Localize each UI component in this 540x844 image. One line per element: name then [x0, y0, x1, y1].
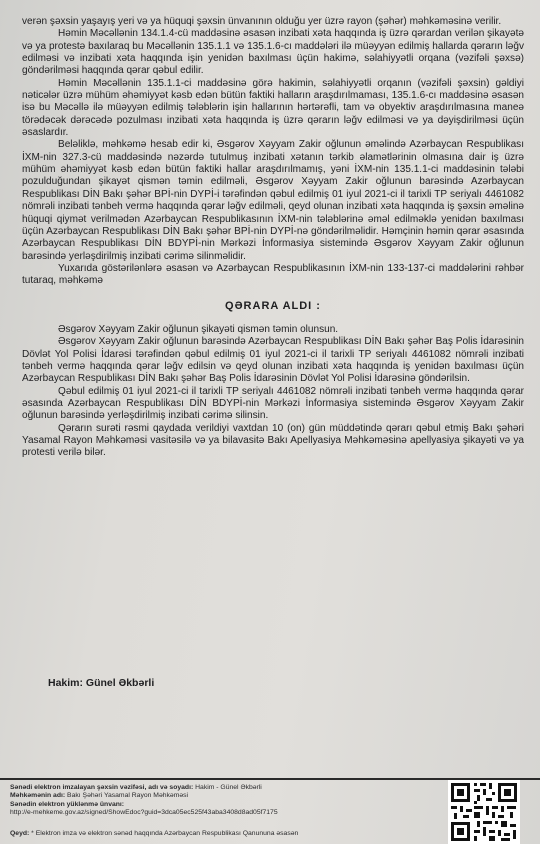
decision-item-fine-removal: Qəbul edilmiş 01 iyul 2021-ci il tarixli TP seriyalı 4461082 nömrəli inzibati tənbeh vermə haqqında qərar əsasında Azərbaycan Respublikası DİN BDYPİ-nin Mərkəzi İnformasiya sistemində Əsgərov Xəyyam Zakir oğlunun barəsində yerləşdirilmiş inzibati cərimə silinsin.: [22, 385, 524, 422]
address-line: [10, 801, 440, 809]
decision-item-annul: Əsgərov Xəyyam Zakir oğlunun barəsində Azərbaycan Respublikası DİN Bakı şəhər Baş Polis İdarəsinin Dövlət Yol Polisi İdarəsi tərəfindən qəbul edilmiş 01 iyul 2021-ci il tarixli TP seriyalı 4461082 nömrəli inzibati tənbeh vermə haqqında qərar ləğv edilsin və qeyd olunan inzibati xəta haqqında iş yenidən baxılması üçün Azərbaycan Respublikası DİN Bakı şəhər Baş Polis İdarəsinin Dövlət Yol Polisi İdarəsinə göndərilsin.: [22, 336, 524, 385]
e-signature-footer: [10, 784, 440, 838]
paragraph-continuation: verən şəxsin yaşayış yeri və ya hüquqi şəxsin ünvanının olduğu yer üzrə rayon (şəhər) məhkəməsinə verilir.: [22, 16, 502, 27]
paragraph-court-reasoning: Beləliklə, məhkəmə hesab edir ki, Əsgərov Xəyyam Zakir oğlunun əməlində Azərbaycan Respublikası İXM-nin 327.3-cü maddəsində nəzərdə tutulmuş inzibati xətanın tərkib əlamətlərinin olmasına dair iş üzrə mühüm əhəmiyyət kəsb edən bütün faktiki hallar araşdırılmamış, yəni İXM-nin 135.1.1-ci maddəsinin tələbi pozulduğundan şikayət qismən təmin edilməli, Əsgərov Xəyyam Zakir oğlunun barəsində Azərbaycan Respublikası DİN Bakı şəhər BPİ-nin DYPİ-i tərəfindən qəbul edilmiş 01 iyul 2021-ci il tarixli TP seriyalı 4461082 nömrəli inzibati tənbeh vermə haqqında qərar ləğv edilməli, qeyd olunan inzibati xəta haqqında iş şəxsin əməlinə hüquqi qiymət verilmədən Azərbaycan Respublikasının İXM-nin tələblərinə əməl edilməklə yenidən baxılması üçün Azərbaycan Respublikası DİN Bakı şəhər BPİ-nin DYPİ-nə göndərilməlidir. Həmçinin həmin qərar əsasında Azərbaycan Respublikası DİN BDYPİ-nin Mərkəzi İnformasiya sistemində Əsgərov Xəyyam Zakir oğlunun barəsində yerləşdirilmiş inzibati cərimə silinməlidir.: [22, 139, 524, 262]
decision-item-complaint: Əsgərov Xəyyam Zakir oğlunun şikayəti qismən təmin olunsun.: [58, 323, 339, 335]
paragraph-article-135: Həmin Məcəllənin 135.1.1-ci maddəsinə görə hakimin, səlahiyyətli orqanın (vəzifəli şəxsin) gəldiyi nəticələr üzrə mühüm əhəmiyyət kəsb edən bütün faktiki halların araşdırılmaması, 135.1.6-cı maddəsinə əsasən isə bu Məcəllə ilə müəyyən edilmiş tələblərin işin hallarının hərtərəfli, tam və obyektiv araşdırılmasına maneə törədəcək dərəcədə pozulması inzibati xəta haqqında iş üzrə qərarın ləğv edilməsi və ya dəyişdirilməsi üçün əsaslardır.: [22, 77, 524, 139]
note-value: * Elektron imza və elektron sənəd haqqında Azərbaycan Respublikası Qanununa əsasən: [31, 829, 299, 837]
paragraph-legal-basis: Yuxarıda göstərilənlərə əsasən və Azərbaycan Respublikasının İXM-nin 133-137-ci maddələrini rəhbər tutaraq, məhkəmə: [22, 262, 524, 287]
judge-signature: Hakim: Günel Əkbərli: [48, 677, 155, 689]
paragraph-article-134: Həmin Məcəllənin 134.1.4-cü maddəsinə əsasən inzibati xəta haqqında iş üzrə qərardan verilən şikayətə və ya protestə baxılaraq bu Məcəllənin 135.1.1 və 135.1.6-cı maddələri ilə müəyyən edilmiş hallarda qərarın ləğv edilməsi və inzibati xəta haqqında işin yenidən baxılması üçün hakimə, səlahiyyətli orqana (vəzifəli şəxsə) göndərilməsi haqqında qərar qəbul edilir.: [22, 28, 524, 77]
signer-value: Hakim - Günel Əkbərli: [195, 784, 262, 791]
address-label: Sənədin elektron yüklənmə ünvanı:: [10, 800, 125, 808]
note-line: [10, 830, 440, 838]
qr-code-icon: [448, 780, 520, 844]
signer-label: Sənədi elektron imzalayan şəxsin vəzifəsi, adı və soyadı:: [10, 784, 194, 791]
decision-body: [22, 16, 524, 460]
decision-item-appeal: Qərarın surəti rəsmi qaydada verildiyi vaxtdan 10 (on) gün müddətində qərarı qəbul etmiş Bakı şəhəri Yasamal Rayon Məhkəməsi vasitəsilə və ya bilavasitə Bakı Apellyasiya Məhkəməsinə apellyasiya şikayəti və ya protesti verilə bilər.: [22, 422, 524, 459]
court-line: [10, 792, 440, 800]
decision-heading: QƏRARA ALDI :: [225, 299, 321, 312]
court-value: Bakı Şəhəri Yasamal Rayon Məhkəməsi: [67, 792, 189, 800]
address-value-line: [10, 809, 440, 817]
document-url-link[interactable]: http://e-mehkeme.gov.az/signed/ShowEdoc?guid=3dca05ec525f43aba3408d8ad05f7175: [10, 809, 278, 817]
court-label: Məhkəmənin adı:: [10, 792, 66, 800]
signer-line: [10, 784, 440, 792]
note-label: Qeyd:: [10, 829, 30, 837]
